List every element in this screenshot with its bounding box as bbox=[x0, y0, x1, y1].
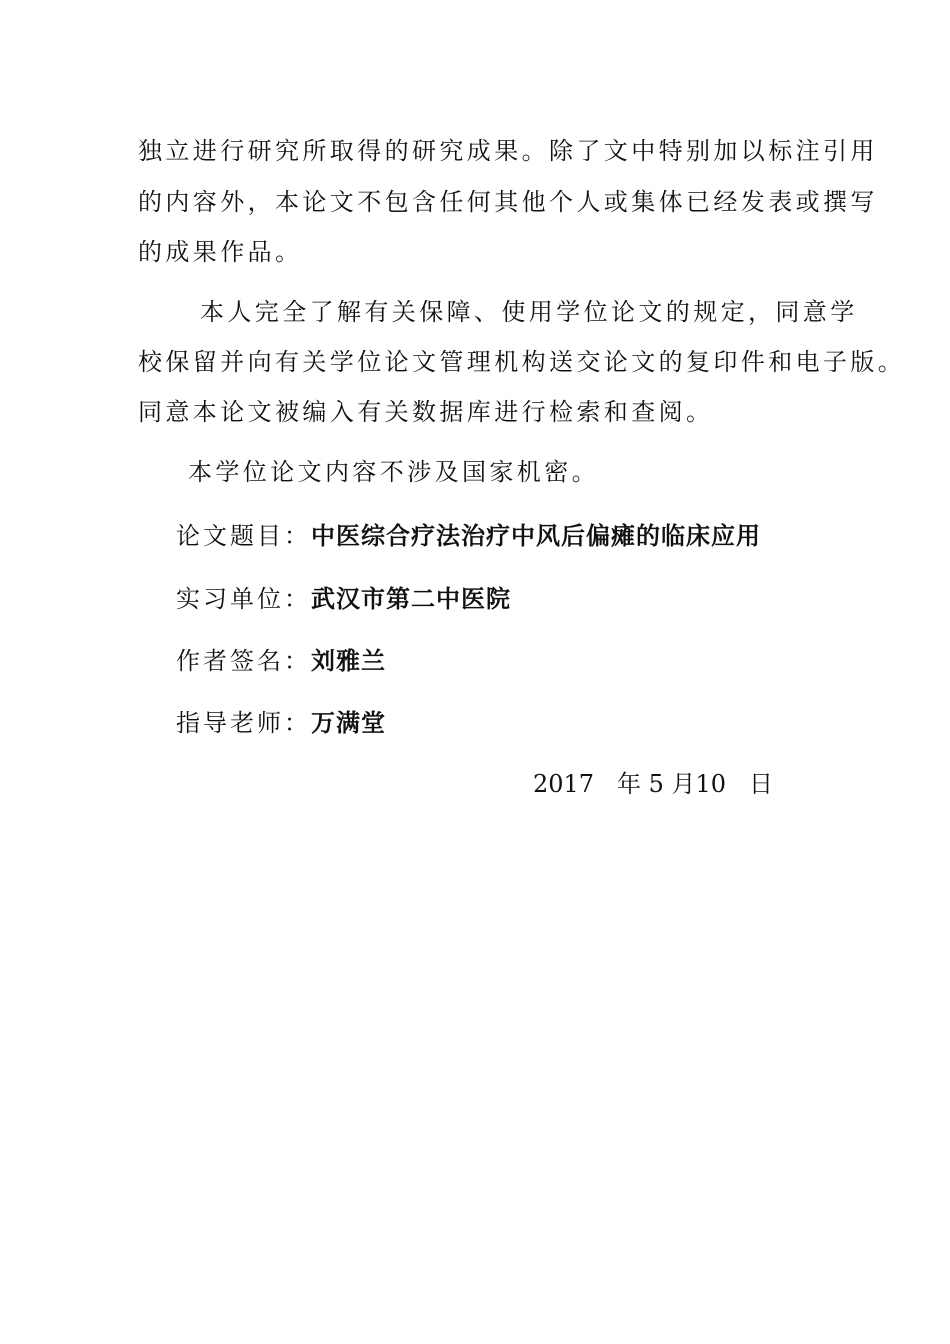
date-day: 10 bbox=[695, 770, 727, 798]
signature-date bbox=[533, 768, 773, 800]
author-signature-label: 作者签名： bbox=[176, 647, 311, 675]
thesis-title-value: 中医综合疗法治疗中风后偏瘫的临床应用 bbox=[311, 522, 761, 550]
thesis-title-row bbox=[176, 520, 761, 552]
internship-unit-value: 武汉市第二中医院 bbox=[311, 585, 511, 613]
date-year: 2017 bbox=[533, 770, 595, 798]
advisor-row bbox=[176, 707, 386, 739]
advisor-label: 指导老师： bbox=[176, 709, 311, 737]
declaration-para1-line3: 的成果作品。 bbox=[138, 238, 303, 266]
declaration-para1-line2: 的内容外，本论文不包含任何其他个人或集体已经发表或撰写 bbox=[138, 188, 878, 216]
thesis-title-label: 论文题目： bbox=[176, 522, 311, 550]
declaration-para1-line1: 独立进行研究所取得的研究成果。除了文中特别加以标注引用 bbox=[138, 137, 878, 165]
date-month: 5 bbox=[648, 770, 664, 798]
date-year-char: 年 bbox=[616, 770, 641, 798]
author-signature-value: 刘雅兰 bbox=[311, 647, 386, 675]
internship-unit-row bbox=[176, 583, 511, 615]
date-month-char: 月 bbox=[671, 770, 696, 798]
internship-unit-label: 实习单位： bbox=[176, 585, 311, 613]
advisor-value: 万满堂 bbox=[311, 709, 386, 737]
date-day-char: 日 bbox=[748, 770, 773, 798]
declaration-para2-line2: 校保留并向有关学位论文管理机构送交论文的复印件和电子版。 bbox=[138, 348, 906, 376]
declaration-para2-line3: 同意本论文被编入有关数据库进行检索和查阅。 bbox=[138, 398, 714, 426]
author-signature-row bbox=[176, 645, 386, 677]
declaration-para2-line1: 本人完全了解有关保障、使用学位论文的规定，同意学 bbox=[200, 298, 858, 326]
declaration-para3: 本学位论文内容不涉及国家机密。 bbox=[188, 458, 599, 486]
